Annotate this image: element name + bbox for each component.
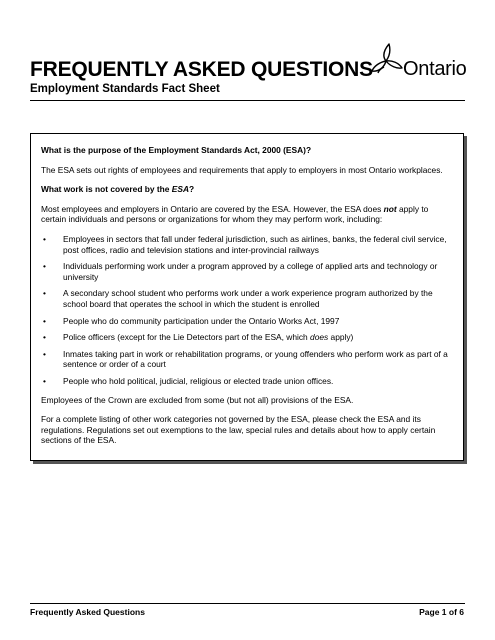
bullet-icon: • <box>43 288 46 299</box>
answer-not-covered-part2: apply to certain individuals and persons or organizations for whom they may perform work, including: <box>41 203 429 225</box>
list-item <box>41 376 453 387</box>
bullet-icon: • <box>43 332 46 343</box>
bullet-icon: • <box>43 233 46 244</box>
footer-title: Frequently Asked Questions <box>30 607 145 617</box>
question-not-covered <box>41 184 453 195</box>
page-number: Page 1 of 6 <box>419 607 464 617</box>
faq-content-box <box>30 133 464 461</box>
question-mark: ? <box>189 184 195 195</box>
bullet-icon: • <box>43 315 46 326</box>
page-subtitle: Employment Standards Fact Sheet <box>30 83 220 95</box>
list-item <box>41 349 453 370</box>
list-item-text: A secondary school student who performs work under a work experience program authorized by the school board that operates the school in which the student is enrolled <box>63 288 433 309</box>
bullet-icon: • <box>43 375 46 386</box>
list-item-text: Employees in sectors that fall under federal jurisdiction, such as airlines, banks, the federal civil service, post offices, radio and television stations and inter-provincial railways <box>63 233 447 255</box>
does-emphasis: does <box>310 332 329 343</box>
list-item-text: People who hold political, judicial, religious or elected trade union offices. <box>63 375 334 386</box>
answer-not-covered <box>41 204 453 225</box>
list-item-text: Inmates taking part in work or rehabilitation programs, or young offenders who perform work as part of a sentence or order of a court <box>63 348 448 370</box>
header-divider <box>30 100 465 101</box>
listing-paragraph: For a complete listing of other work categories not governed by the ESA, please check the ESA and its regulations. Regulations set out exemptions to the law, special rules and details about how to apply certain sections of the ESA. <box>41 414 436 446</box>
ontario-logo-text: Ontario <box>403 58 467 80</box>
answer-purpose: The ESA sets out rights of employees and requirements that apply to employers in most Ontario workplaces. <box>41 164 443 175</box>
list-item <box>41 288 453 309</box>
footer-divider <box>30 603 465 604</box>
list-item <box>41 316 453 327</box>
exclusions-list <box>41 234 453 387</box>
not-emphasis: not <box>383 203 397 214</box>
list-item-text: Police officers (except for the Lie Detectors part of the ESA, which <box>63 332 311 343</box>
list-item <box>41 332 453 343</box>
bullet-icon: • <box>43 261 46 272</box>
list-item <box>41 234 453 255</box>
answer-not-covered-part1: Most employees and employers in Ontario are covered by the ESA. However, the ESA does <box>41 203 384 214</box>
page-title: FREQUENTLY ASKED QUESTIONS <box>30 58 373 81</box>
bullet-icon: • <box>43 348 46 359</box>
list-item-text-end: apply) <box>328 332 354 343</box>
question-purpose: What is the purpose of the Employment Standards Act, 2000 (ESA)? <box>41 145 312 155</box>
crown-paragraph: Employees of the Crown are excluded from some (but not all) provisions of the ESA. <box>41 394 354 405</box>
esa-emphasis: ESA <box>171 184 189 195</box>
list-item-text: People who do community participation under the Ontario Works Act, 1997 <box>63 315 340 326</box>
list-item <box>41 261 453 282</box>
list-item-text: Individuals performing work under a program approved by a college of applied arts and technology or university <box>63 261 438 282</box>
question-not-covered-text: What work is not covered by the <box>41 184 172 195</box>
